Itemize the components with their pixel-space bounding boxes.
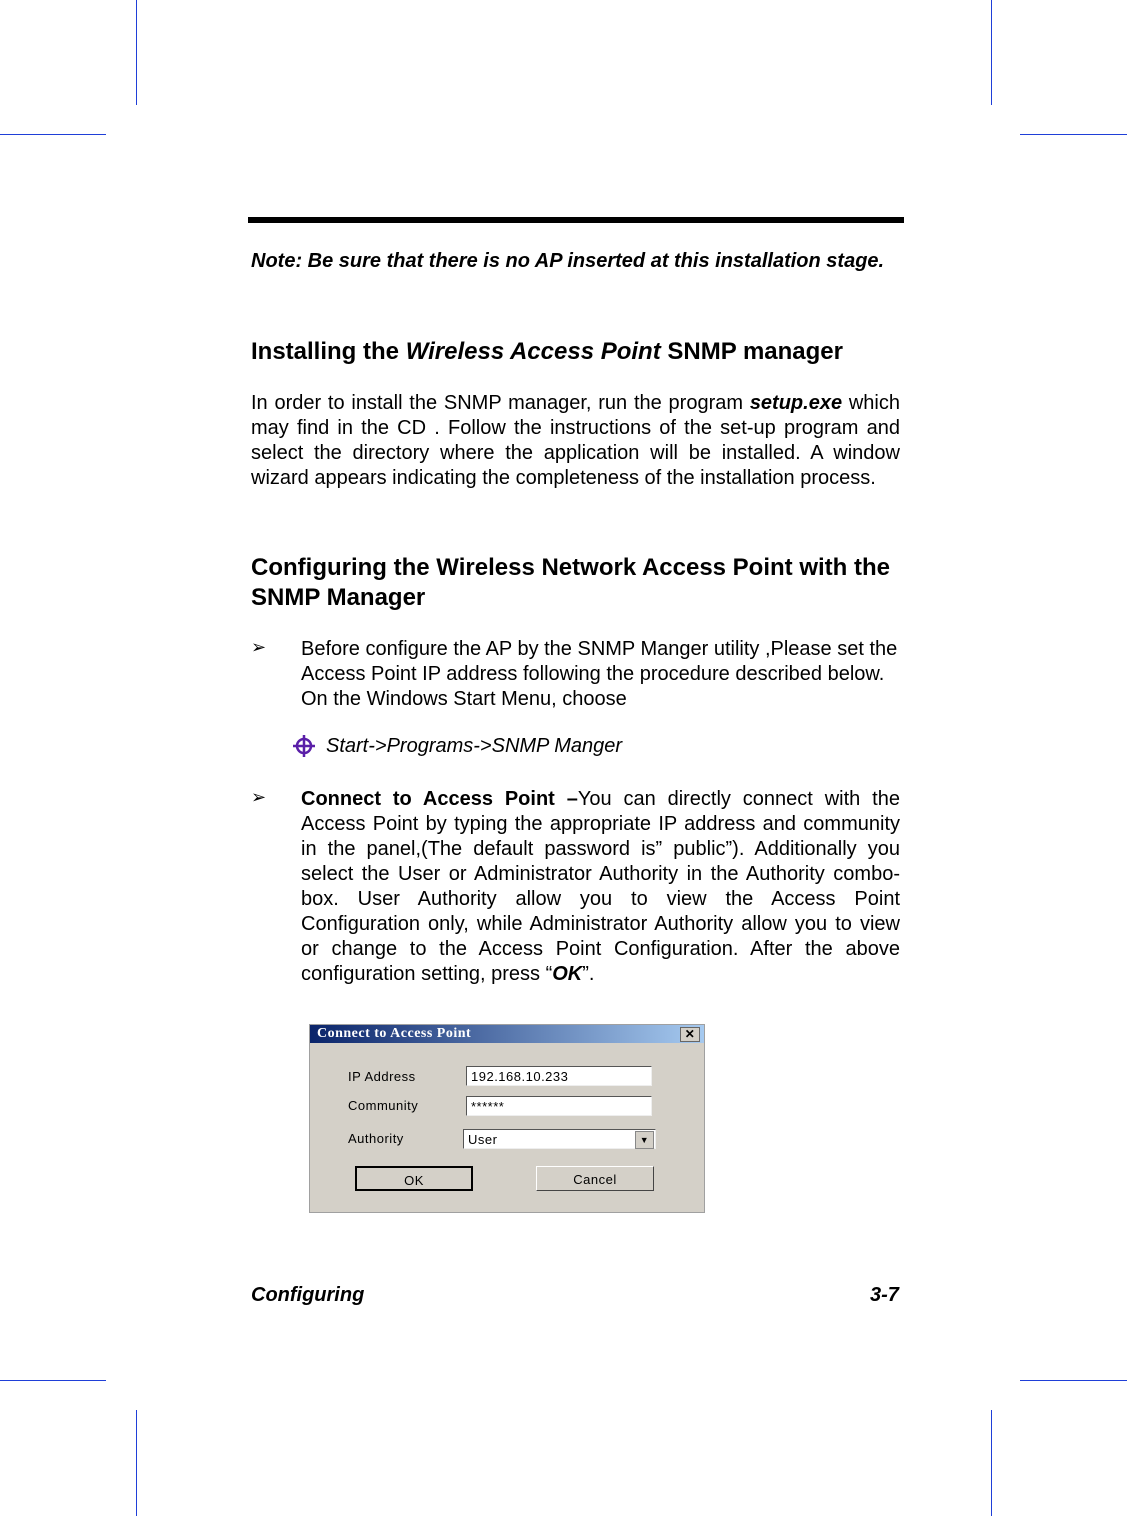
community-input[interactable]: ****** (466, 1096, 652, 1116)
cancel-button[interactable]: Cancel (536, 1166, 654, 1191)
menu-path: Start->Programs->SNMP Manger (292, 734, 622, 758)
crop-mark (0, 134, 106, 135)
bullet-item: ➢ Connect to Access Point –You can directly connect with the Access Point by typing the appropriate IP address and community in the panel,(The default password is” public”). Additionally you select the User or Administrator Authority in the Authority combo-box. User Authority allow you to view the Access Point Configuration only, while Administrator Authority allow you to view or change to the Access Point Configuration. After the above configuration setting, press “OK”. (251, 787, 900, 985)
community-label: Community (348, 1098, 419, 1113)
close-button[interactable]: ✕ (680, 1027, 700, 1042)
dialog-titlebar: Connect to Access Point ✕ (310, 1025, 704, 1043)
crop-mark (991, 0, 992, 105)
footer-section: Configuring (251, 1284, 365, 1306)
crosshair-icon (292, 734, 316, 758)
crop-mark (991, 1410, 992, 1516)
note: Note: Be sure that there is no AP inserted at this installation stage. (251, 250, 885, 272)
arrow-bullet-icon: ➢ (251, 787, 267, 807)
crop-mark (136, 0, 137, 105)
ip-label: IP Address (348, 1069, 416, 1084)
ok-button[interactable]: OK (355, 1166, 473, 1191)
crop-mark (1020, 134, 1127, 135)
crop-mark (136, 1410, 137, 1516)
arrow-bullet-icon: ➢ (251, 637, 267, 657)
page-number: 3-7 (870, 1284, 899, 1306)
authority-select[interactable]: User ▼ (463, 1129, 656, 1149)
ip-address-input[interactable]: 192.168.10.233 (466, 1066, 652, 1086)
install-paragraph: In order to install the SNMP manager, run the program setup.exe which may find in the CD . Follow the instructions of the set-up program and select the directory where the application will be installed. A window wizard appears indicating the completeness of the installation process. (251, 392, 900, 489)
chevron-down-icon[interactable]: ▼ (635, 1131, 654, 1149)
section-heading-install: Installing the Wireless Access Point SNMP manager (251, 338, 843, 365)
connect-dialog (309, 1024, 705, 1213)
authority-label: Authority (348, 1131, 404, 1146)
crop-mark (0, 1380, 106, 1381)
bullet-item: ➢ Before configure the AP by the SNMP Manger utility ,Please set the Access Point IP address following the procedure described below. On the Windows Start Menu, choose (251, 637, 898, 710)
crop-mark (1020, 1380, 1127, 1381)
header-rule (248, 217, 904, 223)
section-heading-configure: Configuring the Wireless Network Access Point with the SNMP Manager (251, 554, 890, 611)
